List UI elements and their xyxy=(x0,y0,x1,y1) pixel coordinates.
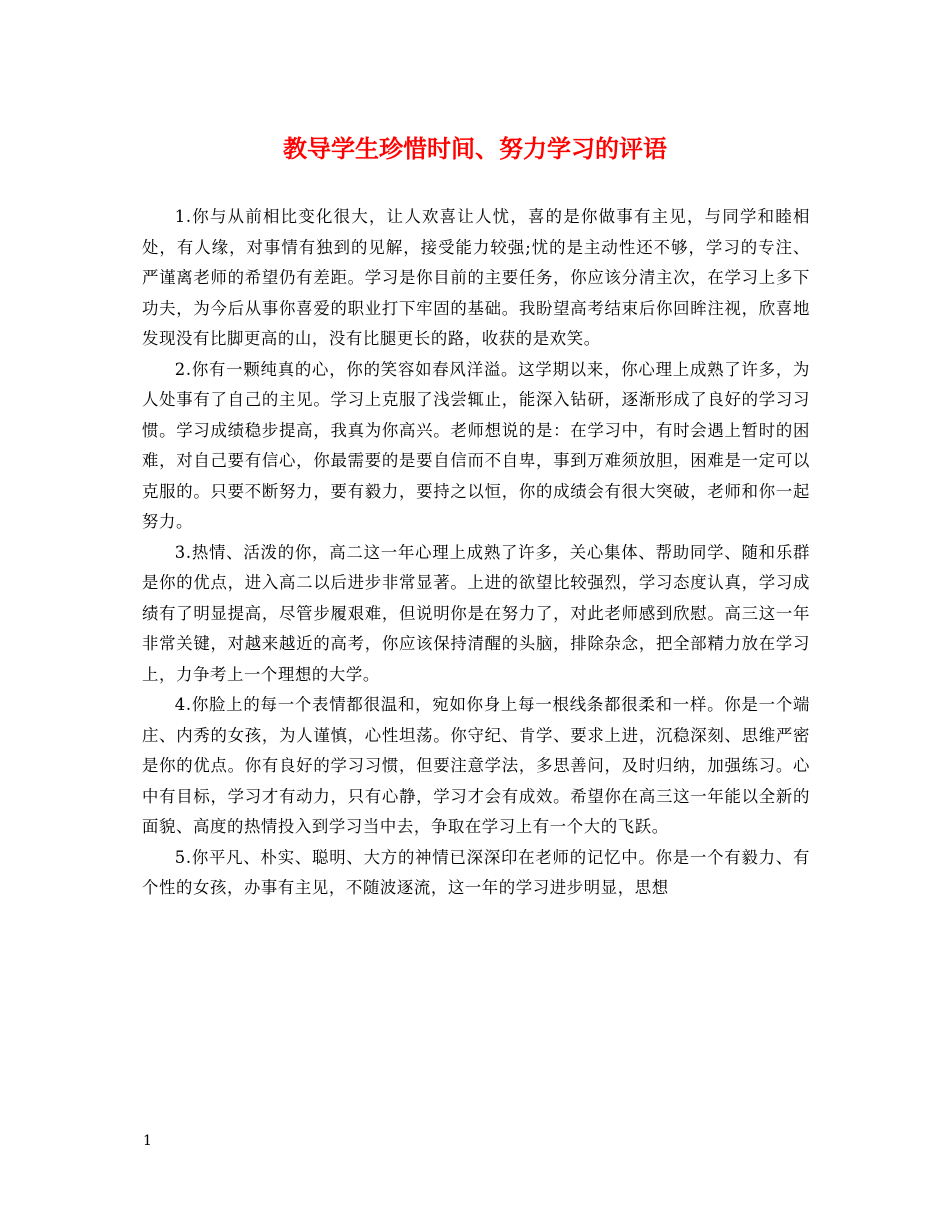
paragraph-4: 4.你脸上的每一个表情都很温和，宛如你身上每一根线条都很柔和一样。你是一个端庄、内秀的女孩，为人谨慎，心性坦荡。你守纪、肯学、要求上进，沉稳深刻、思维严密是你的优点。你有良好的学习习惯，但要注意学法，多思善问，及时归纳，加强练习。心中有目标，学习才有动力，只有心静，学习才会有成效。希望你在高三这一年能以全新的面貌、高度的热情投入到学习当中去，争取在学习上有一个大的飞跃。 xyxy=(142,695,810,836)
document-body xyxy=(142,202,810,904)
paragraph-3: 3.热情、活泼的你，高二这一年心理上成熟了许多，关心集体、帮助同学、随和乐群是你的优点，进入高二以后进步非常显著。上进的欲望比较强烈，学习态度认真，学习成绩有了明显提高，尽管步履艰难，但说明你是在努力了，对此老师感到欣慰。高三这一年非常关键，对越来越近的高考，你应该保持清醒的头脑，排除杂念，把全部精力放在学习上，力争考上一个理想的大学。 xyxy=(142,542,810,684)
document-title: 教导学生珍惜时间、努力学习的评语 xyxy=(283,134,667,163)
paragraph-1: 1.你与从前相比变化很大，让人欢喜让人忧，喜的是你做事有主见，与同学和睦相处，有人缘，对事情有独到的见解，接受能力较强;忧的是主动性还不够，学习的专注、严谨离老师的希望仍有差距。学习是你目前的主要任务，你应该分清主次，在学习上多下功夫，为今后从事你喜爱的职业打下牢固的基础。我盼望高考结束后你回眸注视，欣喜地发现没有比脚更高的山，没有比腿更长的路，收获的是欢笑。 xyxy=(142,207,810,348)
paragraph-2: 2.你有一颗纯真的心，你的笑容如春风洋溢。这学期以来，你心理上成熟了许多，为人处事有了自己的主见。学习上克服了浅尝辄止，能深入钻研，逐渐形成了良好的学习习惯。学习成绩稳步提高，我真为你高兴。老师想说的是：在学习中，有时会遇上暂时的困难，对自己要有信心，你最需要的是要自信而不自卑，事到万难须放胆，困难是一定可以克服的。只要不断努力，要有毅力，要持之以恒，你的成绩会有很大突破，老师和你一起努力。 xyxy=(142,359,810,531)
paragraph-5: 5.你平凡、朴实、聪明、大方的神情已深深印在老师的记忆中。你是一个有毅力、有个性的女孩，办事有主见，不随波逐流，这一年的学习进步明显，思想 xyxy=(142,847,810,897)
page-number: 1 xyxy=(143,1133,152,1149)
